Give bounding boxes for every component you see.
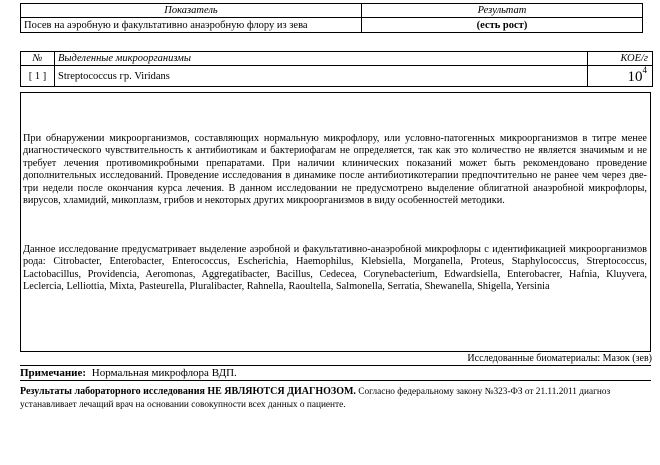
disclaimer bbox=[20, 386, 645, 411]
microorganism-name: Streptococcus гр. Viridans bbox=[55, 66, 588, 87]
result-cell: (есть рост) bbox=[362, 18, 643, 33]
results-table bbox=[20, 3, 643, 33]
note-label: Примечание: bbox=[20, 367, 87, 379]
disclaimer-bold: Результаты лабораторного исследования НЕ ЯВЛЯЮТСЯ ДИАГНОЗОМ. bbox=[20, 386, 356, 397]
divider bbox=[20, 380, 651, 381]
indicator-header: Показатель bbox=[21, 4, 362, 18]
cfu-value bbox=[588, 66, 653, 87]
micro-header-row bbox=[21, 52, 653, 66]
microorganisms-table bbox=[20, 51, 653, 87]
note-text: Нормальная микрофлора ВДП. bbox=[91, 367, 237, 379]
note bbox=[20, 366, 237, 380]
cfu-exponent: 4 bbox=[642, 64, 647, 75]
table-row bbox=[21, 66, 653, 87]
microorganism-header: Выделенные микроорганизмы bbox=[55, 52, 588, 66]
comment-paragraph-scope: Данное исследование предусматривает выделение аэробной и факультативно-анаэробной микрофлоры с идентификацией микроорганизмов рода: Citrobacter, Enterobacter, Enterococcus, Escherichia, Haemophilus, Klebsiella, Morganella, Proteus, Staphylococcus, Streptococcus, Lactobacillus, Providencia, Aeromonas, Aggregatibacter, Bacillus, Cedecea, Corynebacterium, Edwardsiella, Enterobacrer, Hafnia, Kluyvera, Leclercia, Lelliottia, Mixta, Pasteurella, Pluralibacter, Rahnella, Raoultella, Salmonella, Serratia, Shewanella, Shigella, Yersinia bbox=[23, 244, 647, 293]
comment-paragraph-interpretation: При обнаружении микроорганизмов, составляющих нормальную микрофлору, или условно-патогенных микроорганизмов в титре менее диагностического чувствительность к антибиотикам и бактериофагам не определяется, так как это количество не является значимым и не требует лечения противомикробными препаратами. При наличии клинических показаний может быть рекомендовано проведение дополнительных исследований. Проведение исследования в динамике после антибиотикотерапии предпочтительно не ранее чем через две-три недели после окончания курса лечения. В данном исследовании не предусмотрено выделение облигатной анаэробной микрофлоры, вирусов, хламидий, микоплазм, грибов и некоторых других микроорганизмов в виду особенностей методики. bbox=[23, 133, 647, 207]
cfu-header: КОЕ/г bbox=[588, 52, 653, 66]
number-header: № bbox=[21, 52, 55, 66]
biomaterial-label: Исследованные биоматериалы: Мазок (зев) bbox=[467, 353, 652, 364]
row-number: [ 1 ] bbox=[21, 66, 55, 87]
result-header: Результат bbox=[362, 4, 643, 18]
indicator-cell: Посев на аэробную и факультативно анаэробную флору из зева bbox=[21, 18, 362, 33]
table-row bbox=[21, 18, 643, 33]
comments-box bbox=[20, 92, 651, 352]
disclaimer-text: Согласно федеральному закону №323-ФЗ от 21.11.2011 диагноз устанавливает лечащий врач на основании совокупности всех данных о пациенте. bbox=[20, 387, 611, 410]
cfu-base: 10 bbox=[627, 68, 643, 85]
results-header-row bbox=[21, 4, 643, 18]
